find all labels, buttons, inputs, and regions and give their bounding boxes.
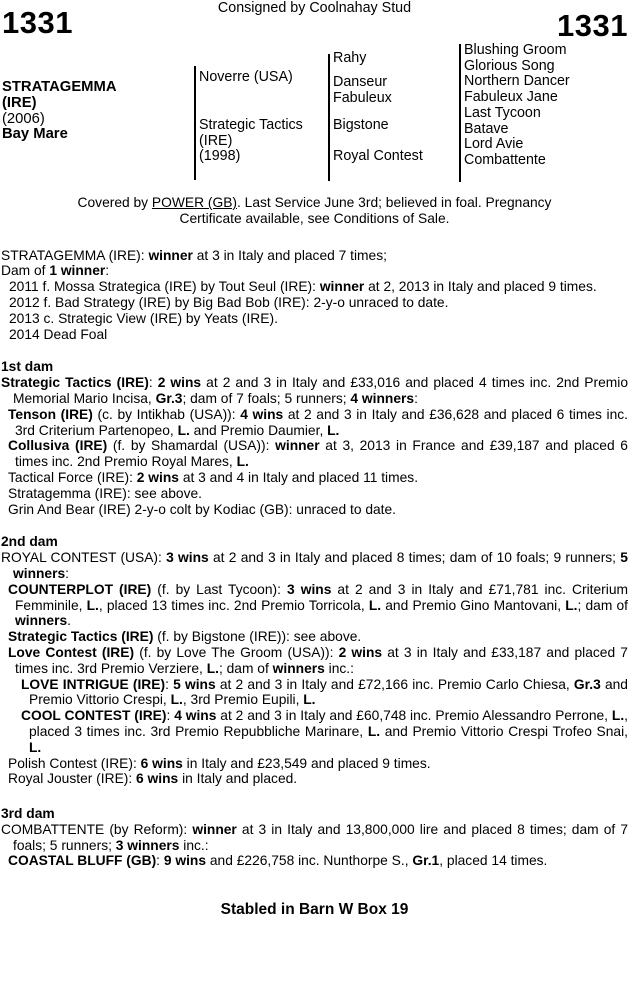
paragraph: Polish Contest (IRE): 6 wins in Italy and £23,549 and placed 9 times.: [8, 755, 431, 771]
paragraph: Grin And Bear (IRE) 2-y-o colt by Kodiac (GB): unraced to date.: [8, 501, 397, 517]
ancestor-name: Combattente: [464, 151, 546, 168]
paragraph: Love Contest (IRE) (f. by Love The Groom (USA)): 2 wins at 3 in Italy and £33,187 and placed 7 times inc. 3rd Premio Verziere, L.; dam of winners inc.:: [8, 644, 628, 676]
paragraph: Tactical Force (IRE): 2 wins at 3 and 4 in Italy and placed 11 times.: [8, 469, 419, 485]
great-grandparents-column: [464, 43, 628, 169]
dam-year: (1998): [199, 148, 241, 165]
paragraph: Stratagemma (IRE): see above.: [8, 485, 203, 501]
covered-note-line: Certificate available, see Conditions of Sale.: [179, 210, 450, 226]
ancestor-name: Last Tycoon: [464, 104, 541, 121]
ancestor-name: Northern Dancer: [464, 73, 570, 90]
paragraph: Tenson (IRE) (c. by Intikhab (USA)): 4 wins at 2 and 3 in Italy and £36,628 and placed 6 times inc. 3rd Criterium Partenopeo, L. and Premio Daumier, L.: [8, 406, 629, 438]
stabled-location: Stabled in Barn W Box 19: [220, 901, 409, 919]
paragraph: Strategic Tactics (IRE) (f. by Bigstone (IRE)): see above.: [8, 629, 362, 645]
section-heading: 1st dam: [1, 359, 54, 375]
paragraph: Royal Jouster (IRE): 6 wins in Italy and placed.: [8, 771, 298, 787]
lot-number-right: 1331: [557, 8, 628, 43]
ancestor-name: Glorious Song: [464, 57, 555, 74]
pedigree-section: [1, 359, 628, 517]
lot-number-left: 1331: [2, 5, 73, 40]
subject-year: (2006): [2, 110, 45, 127]
paragraph: 2013 c. Strategic View (IRE) by Yeats (IRE).: [9, 310, 278, 326]
pedigree-text: [0, 248, 629, 870]
pedigree-section: [1, 806, 628, 869]
subject-horse: [2, 80, 192, 143]
pedigree-divider-gen3: [459, 44, 461, 182]
paragraph: ROYAL CONTEST (USA): 3 wins at 2 and 3 in Italy and placed 8 times; dam of 10 foals; 9 runners; 5 winners:: [1, 550, 628, 581]
paragraph: 2012 f. Bad Strategy (IRE) by Big Bad Bob (IRE): 2-y-o unraced to date.: [9, 294, 449, 310]
consignor-line: Consigned by Coolnahay Stud: [217, 0, 412, 16]
dam-entry: [199, 118, 327, 165]
covered-note-line: Covered by POWER (GB). Last Service June 3rd; believed in foal. Pregnancy: [77, 195, 552, 210]
covered-note: [0, 192, 629, 227]
paragraph: COOL CONTEST (IRE): 4 wins at 2 and 3 in Italy and £60,748 inc. Premio Alessandro Perrone, L., placed 3 times inc. 3rd Premio Repubbliche Marinare, L. and Premio Vittorio Crespi Trofeo Snai, L.: [21, 708, 628, 755]
paragraph: Dam of 1 winner:: [1, 263, 110, 279]
section-heading: 3rd dam: [1, 806, 55, 822]
subject-description: Bay Mare: [2, 126, 68, 143]
grandsire-name: Rahy: [333, 50, 367, 66]
pedigree-section: [1, 534, 628, 787]
section-heading: 2nd dam: [1, 534, 58, 550]
paragraph: 2011 f. Mossa Strategica (IRE) by Tout Seul (IRE): winner at 2, 2013 in Italy and placed 9 times.: [9, 279, 597, 295]
paragraph: LOVE INTRIGUE (IRE): 5 wins at 2 and 3 in Italy and £72,166 inc. Premio Carlo Chiesa, Gr.3 and Premio Vittorio Crespi, L., 3rd Premio Eupili, L.: [21, 676, 628, 708]
paragraph: COASTAL BLUFF (GB): 9 wins and £226,758 inc. Nunthorpe S., Gr.1, placed 14 times.: [8, 853, 548, 869]
ancestor-name: Fabuleux Jane: [464, 89, 558, 106]
paragraph: STRATAGEMMA (IRE): winner at 3 in Italy and placed 7 times;: [1, 247, 387, 263]
pedigree-header: [0, 0, 629, 192]
ancestor-name: Batave: [464, 120, 509, 137]
subject-name: [2, 80, 192, 112]
subject-name-line: STRATAGEMMA: [2, 79, 117, 95]
paragraph: COUNTERPLOT (IRE) (f. by Last Tycoon): 3 wins at 2 and 3 in Italy and £71,781 inc. Criterium Femminile, L., placed 13 times inc. 2nd Premio Torricola, L. and Premio Gino Mantovani, L.; dam of winners.: [8, 581, 629, 629]
paragraph: Strategic Tactics (IRE): 2 wins at 2 and 3 in Italy and £33,016 and placed 4 times inc. 2nd Premio Memorial Mario Incisa, Gr.3; dam of 7 foals; 5 runners; 4 winners:: [1, 375, 629, 406]
paragraph: 2014 Dead Foal: [9, 326, 108, 342]
ancestor-name: Lord Avie: [464, 136, 524, 153]
grandsire-name: Bigstone: [333, 117, 389, 133]
granddam-name: Royal Contest: [333, 148, 423, 164]
paragraph: Collusiva (IRE) (f. by Shamardal (USA)): winner at 3, 2013 in France and £39,187 and placed 6 times inc. 2nd Premio Royal Mares, L.: [8, 438, 628, 470]
paragraph: COMBATTENTE (by Reform): winner at 3 in Italy and 13,800,000 lire and placed 8 times; dam of 7 foals; 5 runners; 3 winners inc.:: [1, 821, 628, 853]
granddam-name: Danseur Fabuleux: [333, 74, 392, 106]
pedigree-section: [1, 248, 628, 343]
pedigree-divider-gen1: [194, 66, 196, 180]
pedigree-divider-gen2: [328, 54, 330, 181]
subject-name-line: (IRE): [2, 94, 37, 111]
sire-name: Noverre (USA): [199, 69, 293, 85]
ancestor-name: Blushing Groom: [464, 42, 567, 58]
dam-name: Strategic Tactics (IRE): [199, 117, 303, 149]
